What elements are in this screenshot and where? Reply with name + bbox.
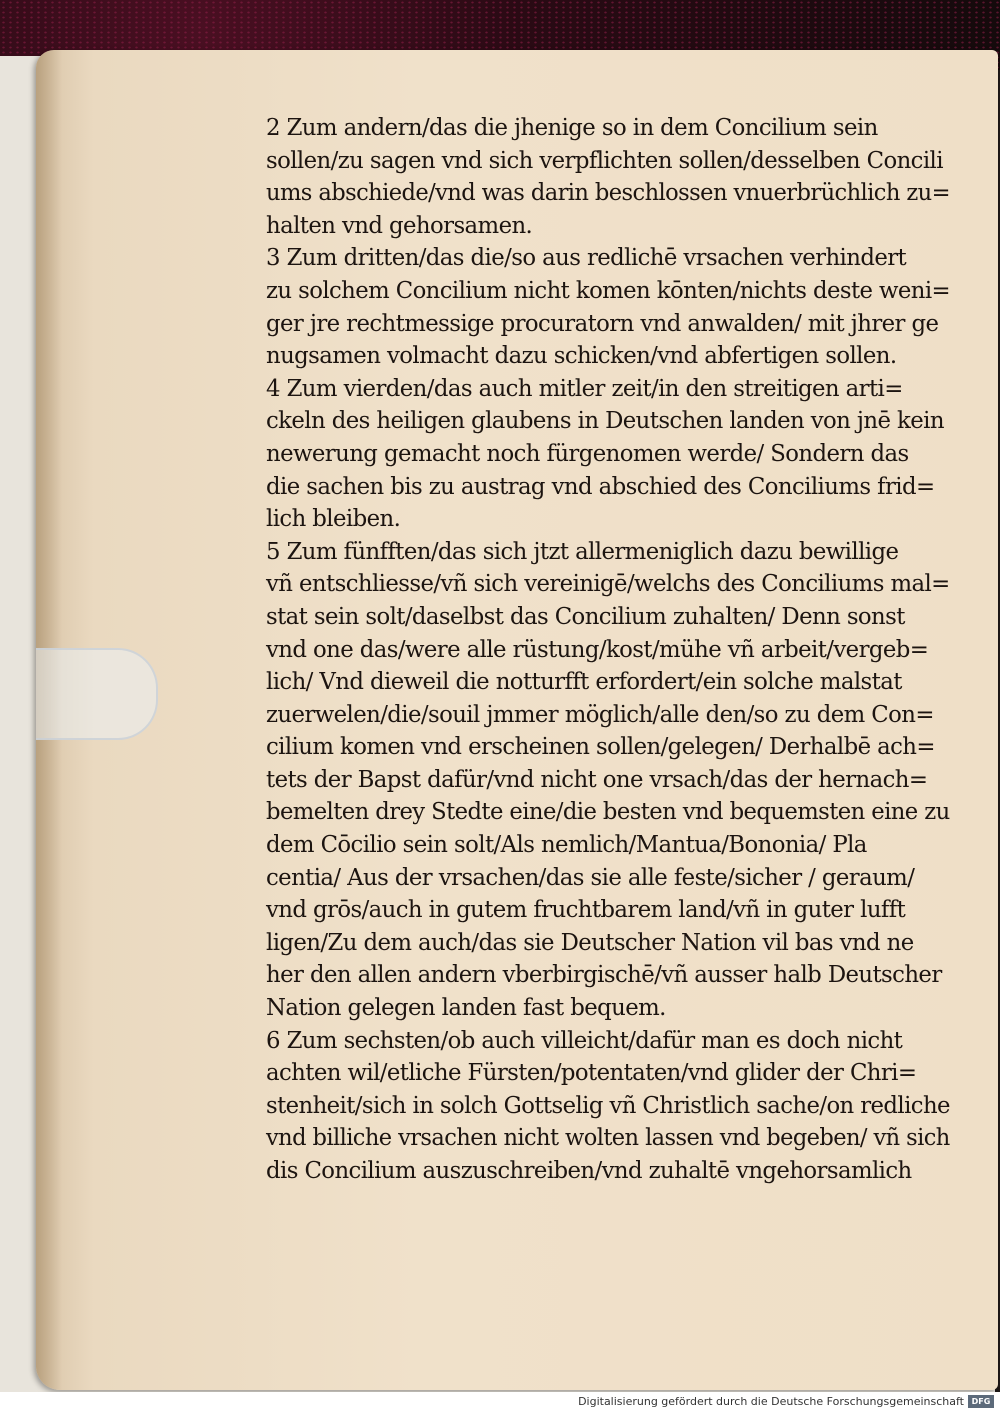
text-line: ckeln des heiligen glaubens in Deutschen landen von jnē kein — [266, 408, 944, 435]
text-line: stenheit/sich in solch Gottselig vñ Christlich sache/on redliche — [266, 1092, 950, 1119]
funding-credit: Digitalisierung gefördert durch die Deutsche Forschungsgemeinschaft — [578, 1395, 964, 1408]
text-line: dem Cōcilio sein solt/Als nemlich/Mantua/Bononia/ Pla — [266, 832, 867, 859]
text-line: ligen/Zu dem auch/das sie Deutscher Nation vil bas vnd ne — [266, 929, 914, 956]
text-line: lich bleiben. — [266, 506, 401, 533]
text-line: vñ entschliesse/vñ sich vereinigē/welchs des Conciliums mal= — [266, 571, 950, 598]
text-line: Nation gelegen landen fast bequem. — [266, 995, 666, 1022]
dfg-logo: DFG — [968, 1395, 994, 1408]
page-clip — [36, 648, 158, 740]
text-line: newerung gemacht noch fürgenomen werde/ Sondern das — [266, 440, 909, 467]
text-line: 6 Zum sechsten/ob auch villeicht/dafür man es doch nicht — [266, 1027, 903, 1054]
text-line: achten wil/etliche Fürsten/potentaten/vnd glider der Chri= — [266, 1060, 917, 1087]
text-line: ger jre rechtmessige procuratorn vnd anwalden/ mit jhrer ge — [266, 310, 939, 337]
text-line: zu solchem Concilium nicht komen kōnten/nichts deste weni= — [266, 277, 951, 304]
text-line: vnd billiche vrsachen nicht wolten lassen vnd begeben/ vñ sich — [266, 1125, 950, 1152]
text-line: sollen/zu sagen vnd sich verpflichten sollen/desselben Concili — [266, 147, 943, 174]
text-line: tets der Bapst dafür/vnd nicht one vrsach/das der hernach= — [266, 766, 928, 793]
text-line: zuerwelen/die/souil jmmer möglich/alle den/so zu dem Con= — [266, 701, 934, 728]
text-line: 2 Zum andern/das die jhenige so in dem Concilium sein — [266, 115, 878, 141]
text-line: cilium komen vnd erscheinen sollen/gelegen/ Derhalbē ach= — [266, 734, 935, 761]
text-line: 5 Zum fünfften/das sich jtzt allermeniglich dazu bewillige — [266, 538, 899, 565]
text-line: vnd one das/were alle rüstung/kost/mühe vñ arbeit/vergeb= — [266, 636, 929, 663]
text-line: halten vnd gehorsamen. — [266, 212, 533, 239]
text-line: bemelten drey Stedte eine/die besten vnd bequemsten eine zu — [266, 799, 950, 826]
text-line: centia/ Aus der vrsachen/das sie alle feste/sicher / geraum/ — [266, 864, 915, 891]
page-text — [266, 112, 956, 1188]
text-line: 3 Zum dritten/das die/so aus redlichē vrsachen verhindert — [266, 245, 907, 272]
text-line: vnd grōs/auch in gutem fruchtbarem land/vñ in guter lufft — [266, 897, 906, 924]
text-line: ums abschiede/vnd was darin beschlossen vnuerbrüchlich zu= — [266, 180, 950, 207]
text-line: 4 Zum vierden/das auch mitler zeit/in den streitigen arti= — [266, 375, 903, 402]
text-line: die sachen bis zu austrag vnd abschied des Conciliums frid= — [266, 473, 935, 500]
footer-bar — [0, 1392, 1000, 1412]
text-line: her den allen andern vberbirgischē/vñ ausser halb Deutscher — [266, 962, 942, 989]
text-line: dis Concilium auszuschreiben/vnd zuhaltē vngehorsamlich — [266, 1158, 912, 1184]
text-line: lich/ Vnd dieweil die notturfft erfordert/ein solche malstat — [266, 669, 902, 696]
text-line: stat sein solt/daselbst das Concilium zuhalten/ Denn sonst — [266, 603, 905, 630]
text-line: nugsamen volmacht dazu schicken/vnd abfertigen sollen. — [266, 343, 897, 370]
